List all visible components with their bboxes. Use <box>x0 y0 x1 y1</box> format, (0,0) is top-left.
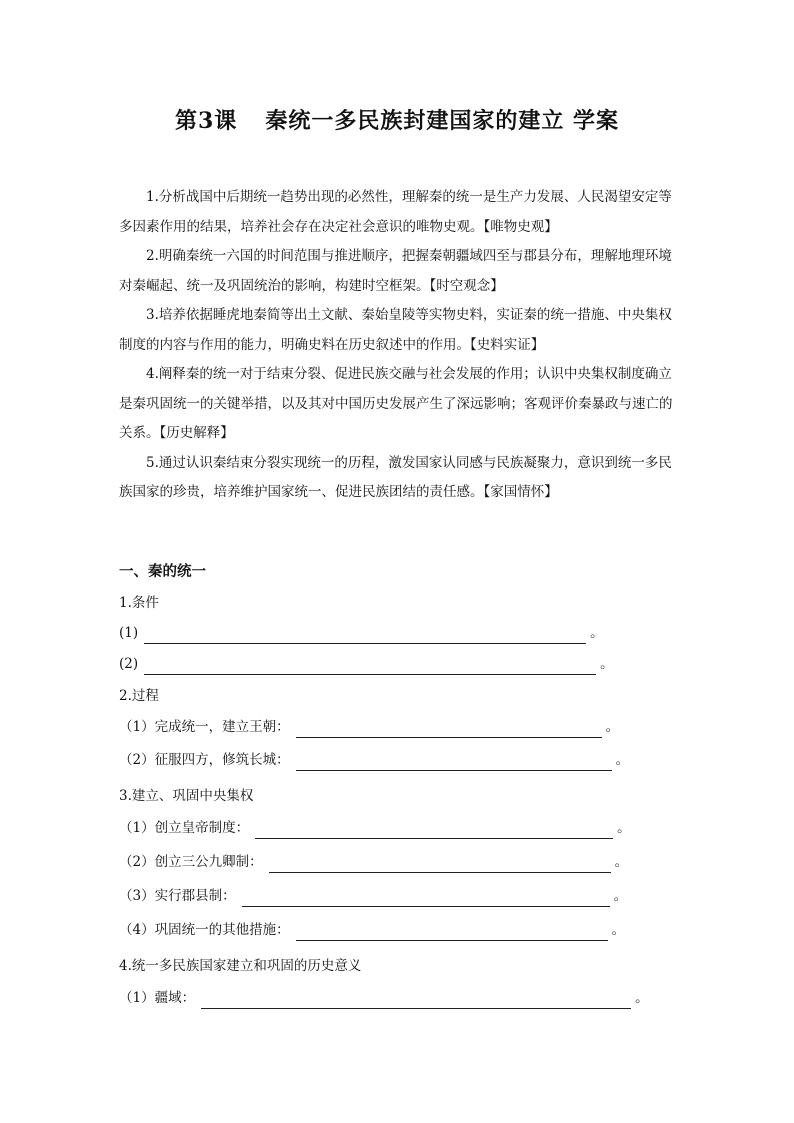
objective-1: 1.分析战国中后期统一趋势出现的必然性，理解秦的统一是生产力发展、人民渴望安定等多因素作用的结果，培养社会存在决定社会意识的唯物史观。【唯物史观】 <box>119 189 672 235</box>
objective-4: 4.阐释秦的统一对于结束分裂、促进民族交融与社会发展的作用；认识中央集权制度确立是秦巩固统一的关键举措，以及其对中国历史发展产生了深远影响；客观评价秦暴政与速亡的关系。【历史解释】 <box>119 366 673 441</box>
part-label-text: 2.过程 <box>119 688 159 704</box>
learning-objectives <box>119 183 679 508</box>
objective-2: 2.明确秦统一六国的时间范围与推进顺序，把握秦朝疆域四至与郡县分布，理解地理环境对秦崛起、统一及巩固统治的影响，构建时空框架。【时空观念】 <box>119 248 672 294</box>
part-label-significance <box>119 955 361 977</box>
fill-line <box>119 851 628 873</box>
item-label: (1) <box>119 625 139 641</box>
answer-blank[interactable] <box>296 924 608 941</box>
period: 。 <box>613 888 628 904</box>
fill-line <box>119 987 649 1009</box>
fill-line <box>119 919 625 941</box>
item-label: （1）完成统一，建立王朝： <box>119 719 290 735</box>
fill-line <box>119 716 619 738</box>
fill-line <box>119 653 614 675</box>
part-label-text: 4.统一多民族国家建立和巩固的历史意义 <box>119 958 362 974</box>
answer-blank[interactable] <box>255 822 613 839</box>
answer-blank[interactable] <box>296 721 602 738</box>
item-label: （2）创立三公九卿制： <box>119 854 263 870</box>
answer-blank[interactable] <box>269 856 611 873</box>
item-label: (2) <box>119 656 139 672</box>
period: 。 <box>605 719 620 735</box>
answer-blank[interactable] <box>242 890 610 907</box>
part-label-text: 1.条件 <box>119 595 159 611</box>
period: 。 <box>590 625 604 641</box>
fill-line <box>119 885 627 907</box>
section-heading: 一、秦的统一 <box>119 563 206 580</box>
item-label: （1）疆域： <box>119 990 196 1006</box>
answer-blank[interactable] <box>144 627 586 644</box>
part-label-centralization <box>119 785 253 807</box>
lesson-topic: 秦统一多民族封建国家的建立 学案 <box>265 108 619 134</box>
answer-blank[interactable] <box>201 992 631 1009</box>
answer-blank[interactable] <box>144 658 596 675</box>
period: 。 <box>635 990 649 1006</box>
fill-line <box>119 622 604 644</box>
item-label: （4）巩固统一的其他措施： <box>119 922 290 938</box>
lesson-number: 第3课 <box>175 108 238 134</box>
fill-line <box>119 817 631 839</box>
period: 。 <box>611 922 626 938</box>
period: 。 <box>600 656 614 672</box>
answer-blank[interactable] <box>296 754 612 771</box>
part-label-process <box>119 685 159 707</box>
item-label: （1）创立皇帝制度： <box>119 820 250 836</box>
objective-5: 5.通过认识秦结束分裂实现统一的历程，激发国家认同感与民族凝聚力，意识到统一多民族国家的珍贵，培养维护国家统一、促进民族团结的责任感。【家国情怀】 <box>119 454 672 500</box>
period: 。 <box>614 854 629 870</box>
part-label-conditions <box>119 592 159 614</box>
period: 。 <box>617 820 631 836</box>
item-label: （3）实行郡县制： <box>119 888 236 904</box>
item-label: （2）征服四方，修筑长城： <box>119 752 290 768</box>
fill-line <box>119 749 629 771</box>
page-title <box>0 104 794 135</box>
period: 。 <box>615 752 630 768</box>
objective-3: 3.培养依据睡虎地秦简等出土文献、秦始皇陵等实物史料，实证秦的统一措施、中央集权制度的内容与作用的能力，明确史料在历史叙述中的作用。【史料实证】 <box>119 307 672 353</box>
part-label-text: 3.建立、巩固中央集权 <box>119 788 254 804</box>
